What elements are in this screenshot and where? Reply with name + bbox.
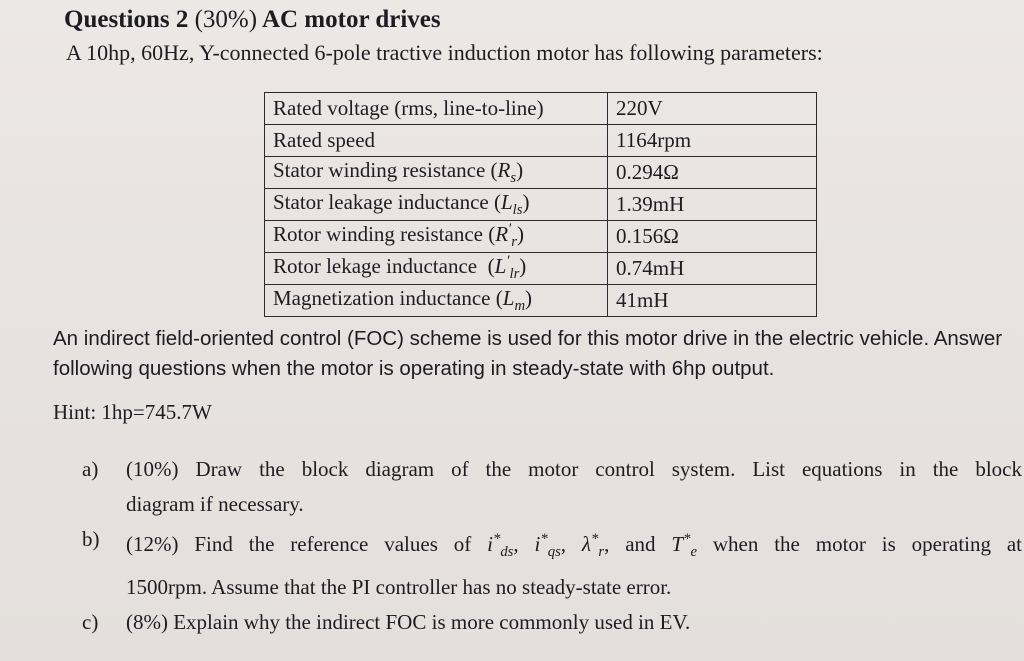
symbol-lambda [581,531,605,561]
param-name [265,221,608,253]
symbol-main: L [502,285,515,310]
param-value: 41mH [608,285,817,317]
param-close: ) [516,157,524,182]
param-name [265,189,608,221]
param-label: Stator leakage inductance ( [273,189,501,214]
question-text: , [560,532,582,556]
question-letter: a) [82,457,99,481]
question-c [82,605,1022,640]
intro-text: A 10hp, 60Hz, Y-connected 6-pole tractive induction motor has following parameters: [66,40,823,65]
symbol-main: i [534,532,541,556]
param-value: 1.39mH [608,189,817,221]
question-letter: b) [82,527,100,551]
symbol-sup: ′ [508,221,512,238]
symbol-sub: m [514,298,526,315]
param-symbol [502,285,526,315]
question-line: (10%) Draw the block diagram of the motor control system. List equations in the block [126,457,1022,481]
question-a [82,452,1022,522]
symbol-sub: r [511,234,517,251]
symbol-sub: qs [547,544,561,561]
title-part-2: AC motor drives [257,6,441,33]
param-label: Magnetization inductance ( [273,285,503,310]
symbol-sup: * [683,531,691,547]
param-value: 0.294Ω [608,157,817,189]
symbol-te [671,531,697,561]
symbol-main: L [500,189,513,214]
question-line: 1500rpm. Assume that the PI controller has no steady-state error. [126,575,672,600]
table-row [265,157,817,189]
question-list [82,452,1022,640]
param-value: 1164rpm [608,125,817,157]
symbol-main: R [497,157,511,182]
table-row [265,285,817,317]
title-part-1: Questions 2 [64,6,195,33]
symbol-sub: lr [509,266,520,283]
question-line: diagram if necessary. [126,492,304,516]
param-close: ) [519,254,527,279]
question-line [126,522,1022,570]
table-row [265,125,817,157]
param-name [265,285,608,317]
title-percent: (30%) [194,6,258,33]
table-row [265,93,817,125]
symbol-sub: e [690,544,697,561]
symbol-sub: ls [512,202,523,219]
param-name [265,253,608,285]
param-name: Rated voltage (rms, line-to-line) [265,93,608,125]
symbol-sup: * [540,531,548,547]
question-letter: c) [82,610,99,635]
param-close: ) [522,189,530,214]
param-label: Stator winding resistance ( [273,157,498,182]
param-name [265,157,608,189]
symbol-main: T [671,532,684,556]
hint-text: Hint: 1hp=745.7W [53,400,212,424]
param-symbol [497,157,517,187]
table-row [265,189,817,221]
symbol-ids [487,531,514,561]
symbol-sup: * [591,531,599,547]
question-body [126,452,1022,522]
param-symbol [494,253,520,283]
table-row [265,253,817,285]
question-body [126,522,1022,605]
question-b [82,522,1022,605]
question-body [126,605,1022,640]
param-label: Rotor lekage inductance ( [273,254,495,279]
param-close: ) [525,285,533,310]
parameter-table [264,92,817,317]
symbol-sub: s [510,170,517,187]
param-name: Rated speed [265,125,608,157]
param-symbol [500,189,523,219]
param-value: 0.74mH [608,253,817,285]
symbol-sub: r [598,544,605,561]
question-line: (8%) Explain why the indirect FOC is more commonly used in EV. [126,610,691,635]
question-text: , and [604,532,672,556]
question-text: when the motor is operating at [696,532,1023,556]
foc-paragraph: An indirect field-oriented control (FOC) scheme is used for this motor drive in the electric vehicle. Answer following questions when the motor is operating in steady-state with 6hp output. [53,327,1003,380]
question-text: (12%) Find the reference values of [126,532,488,556]
question-title [64,6,441,34]
param-close: ) [516,222,524,247]
symbol-main: λ [581,532,592,556]
symbol-sup: ′ [506,253,510,270]
param-symbol [495,221,517,251]
param-value: 220V [608,93,817,125]
symbol-sup: * [492,531,501,547]
param-label: Rotor winding resistance ( [273,222,496,247]
param-value: 0.156Ω [608,221,817,253]
question-text: , [513,532,535,556]
symbol-main: L [494,254,507,279]
table-row [265,221,817,253]
symbol-main: i [487,532,493,556]
symbol-main: R [495,222,509,247]
symbol-sub: ds [500,544,514,561]
symbol-iqs [534,531,561,561]
